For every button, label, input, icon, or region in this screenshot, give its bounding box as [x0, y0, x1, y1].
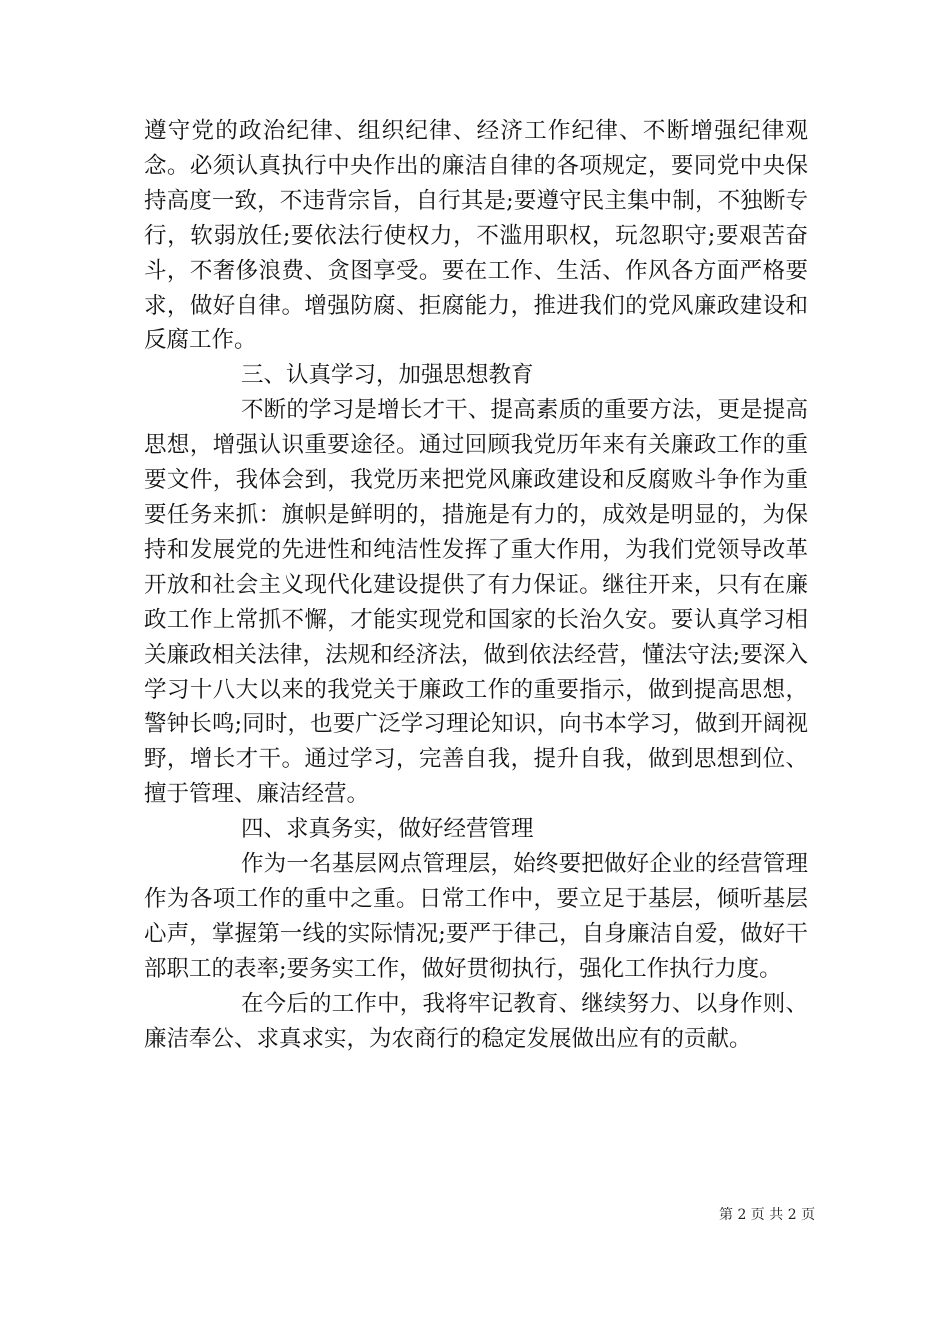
paragraph-conclusion: 在今后的工作中，我将牢记教育、继续努力、以身作则、廉洁奉公、求真求实，为农商行的稳定发展做出应有的贡献。 [144, 990, 808, 1052]
section-heading-management: 四、求真务实，做好经营管理 [241, 816, 534, 843]
page-number-footer: 第 2 页 共 2 页 [719, 1207, 816, 1223]
section-heading-study: 三、认真学习，加强思想教育 [241, 362, 534, 389]
body-text [144, 114, 808, 1056]
paragraph-study: 不断的学习是增长才干、提高素质的重要方法，更是提高思想，增强认识重要途径。通过回顾我党历年来有关廉政工作的重要文件，我体会到，我党历来把党风廉政建设和反腐败斗争作为重要任务来抓：旗帜是鲜明的，措施是有力的，成效是明显的，为保持和发展党的先进性和纯洁性发挥了重大作用，为我们党领导改革开放和社会主义现代化建设提供了有力保证。继往开来，只有在廉政工作上常抓不懈，才能实现党和国家的长治久安。要认真学习相关廉政相关法律，法规和经济法，做到依法经营，懂法守法;要深入学习十八大以来的我党关于廉政工作的重要指示，做到提高思想，警钟长鸣;同时，也要广泛学习理论知识，向书本学习，做到开阔视野，增长才干。通过学习，完善自我，提升自我，做到思想到位、擅于管理、廉洁经营。 [144, 397, 808, 808]
paragraph-discipline: 遵守党的政治纪律、组织纪律、经济工作纪律、不断增强纪律观念。必须认真执行中央作出的廉洁自律的各项规定，要同党中央保持高度一致，不违背宗旨，自行其是;要遵守民主集中制，不独断专行，软弱放任;要依法行使权力，不滥用职权，玩忽职守;要艰苦奋斗，不奢侈浪费、贪图享受。要在工作、生活、作风各方面严格要求，做好自律。增强防腐、拒腐能力，推进我们的党风廉政建设和反腐工作。 [144, 118, 808, 354]
paragraph-management: 作为一名基层网点管理层，始终要把做好企业的经营管理作为各项工作的重中之重。日常工作中，要立足于基层，倾听基层心声，掌握第一线的实际情况;要严于律己，自身廉洁自爱，做好干部职工的表率;要务实工作，做好贯彻执行，强化工作执行力度。 [144, 851, 808, 982]
